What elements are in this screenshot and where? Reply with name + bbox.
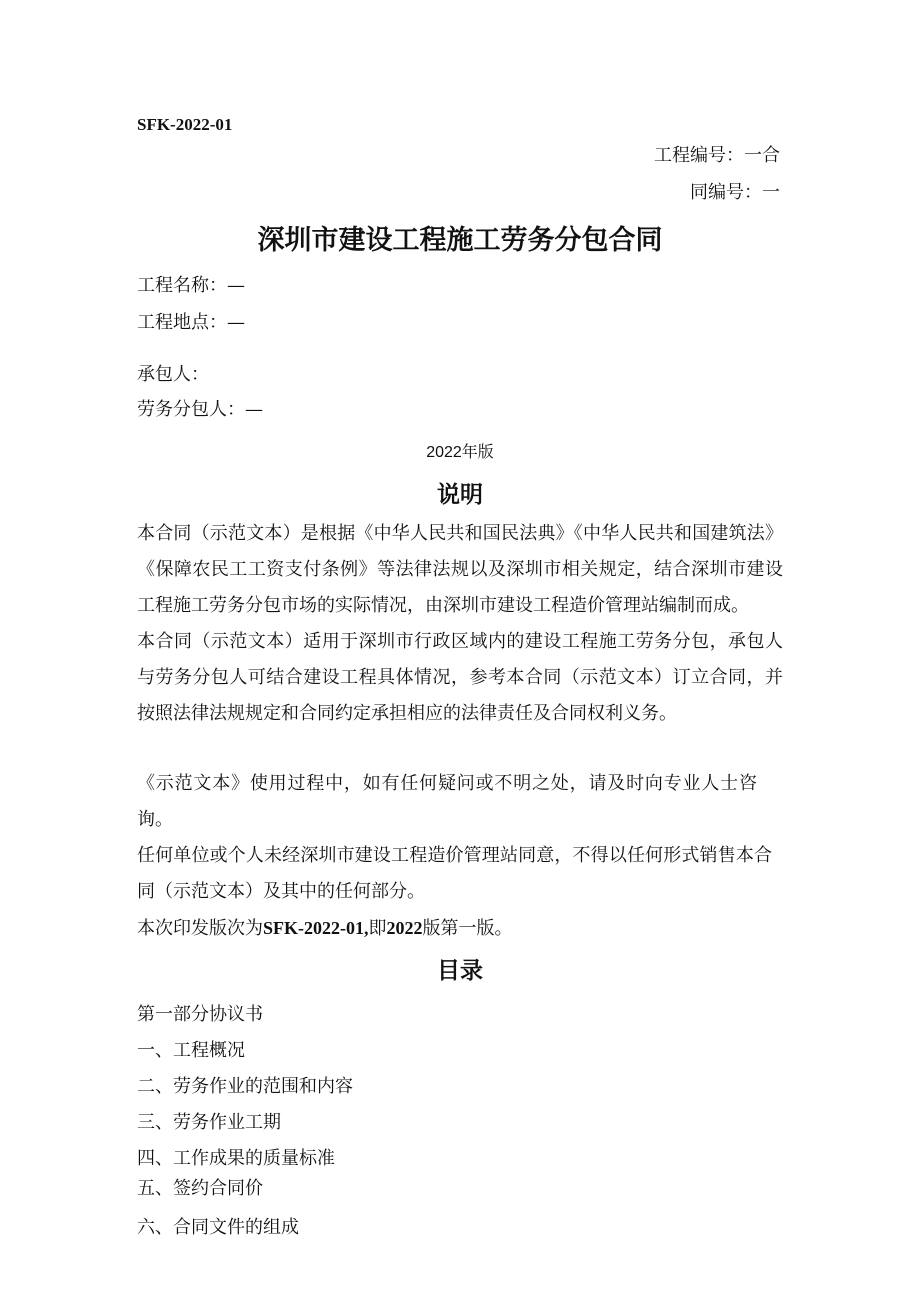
toc-item: 一、工程概况 [137, 1040, 245, 1061]
explanation-paragraph-1: 本合同（示范文本）是根据《中华人民共和国民法典》《中华人民共和国建筑法》《保障农民工工资支付条例》等法律法规以及深圳市相关规定，结合深圳市建设工程施工劳务分包市场的实际情况，由深圳市建设工程造价管理站编制而成。 [137, 523, 783, 616]
explanation-paragraph-2: 本合同（示范文本）适用于深圳市行政区域内的建设工程施工劳务分包，承包人与劳务分包人可结合建设工程具体情况，参考本合同（示范文本）订立合同，并按照法律法规规定和合同约定承担相应的法律责任及合同权利义务。 [137, 631, 783, 724]
toc-item: 二、劳务作业的范围和内容 [137, 1076, 353, 1097]
toc-item: 六、合同文件的组成 [137, 1217, 299, 1238]
edition-note-suffix: 版第一版。 [422, 918, 513, 939]
edition-note-prefix: 本次印发版次为 [137, 918, 263, 939]
edition-label: 2022年版 [426, 444, 494, 461]
explanation-paragraph-5 [137, 910, 783, 947]
explanation-paragraph-4: 任何单位或个人未经深圳市建设工程造价管理站同意，不得以任何形式销售本合同（示范文本）及其中的任何部分。 [137, 845, 772, 902]
contractor-field: 承包人： [137, 364, 209, 385]
toc-item: 四、工作成果的质量标准 [137, 1148, 335, 1169]
edition-note-year: 2022 [386, 918, 423, 938]
subcontractor-field: 劳务分包人：— [137, 399, 263, 420]
explanation-paragraph-3: 《示范文本》使用过程中，如有任何疑问或不明之处，请及时向专业人士咨询。 [137, 773, 757, 830]
project-site-field: 工程地点：— [137, 312, 245, 333]
toc-item: 三、劳务作业工期 [137, 1112, 281, 1133]
explanation-heading: 说明 [437, 481, 483, 508]
edition-note-mid: 即 [368, 918, 387, 939]
edition-note-code: SFK-2022-01, [263, 918, 369, 938]
project-name-field: 工程名称：— [137, 275, 245, 296]
project-number: 工程编号：一合 [654, 145, 780, 166]
toc-item: 五、签约合同价 [137, 1178, 263, 1199]
toc-part: 第一部分协议书 [137, 1004, 263, 1025]
doc-code: SFK-2022-01 [137, 115, 233, 134]
page-title: 深圳市建设工程施工劳务分包合同 [257, 225, 663, 256]
toc-heading: 目录 [437, 957, 483, 984]
contract-number: 同编号：一 [690, 182, 780, 203]
